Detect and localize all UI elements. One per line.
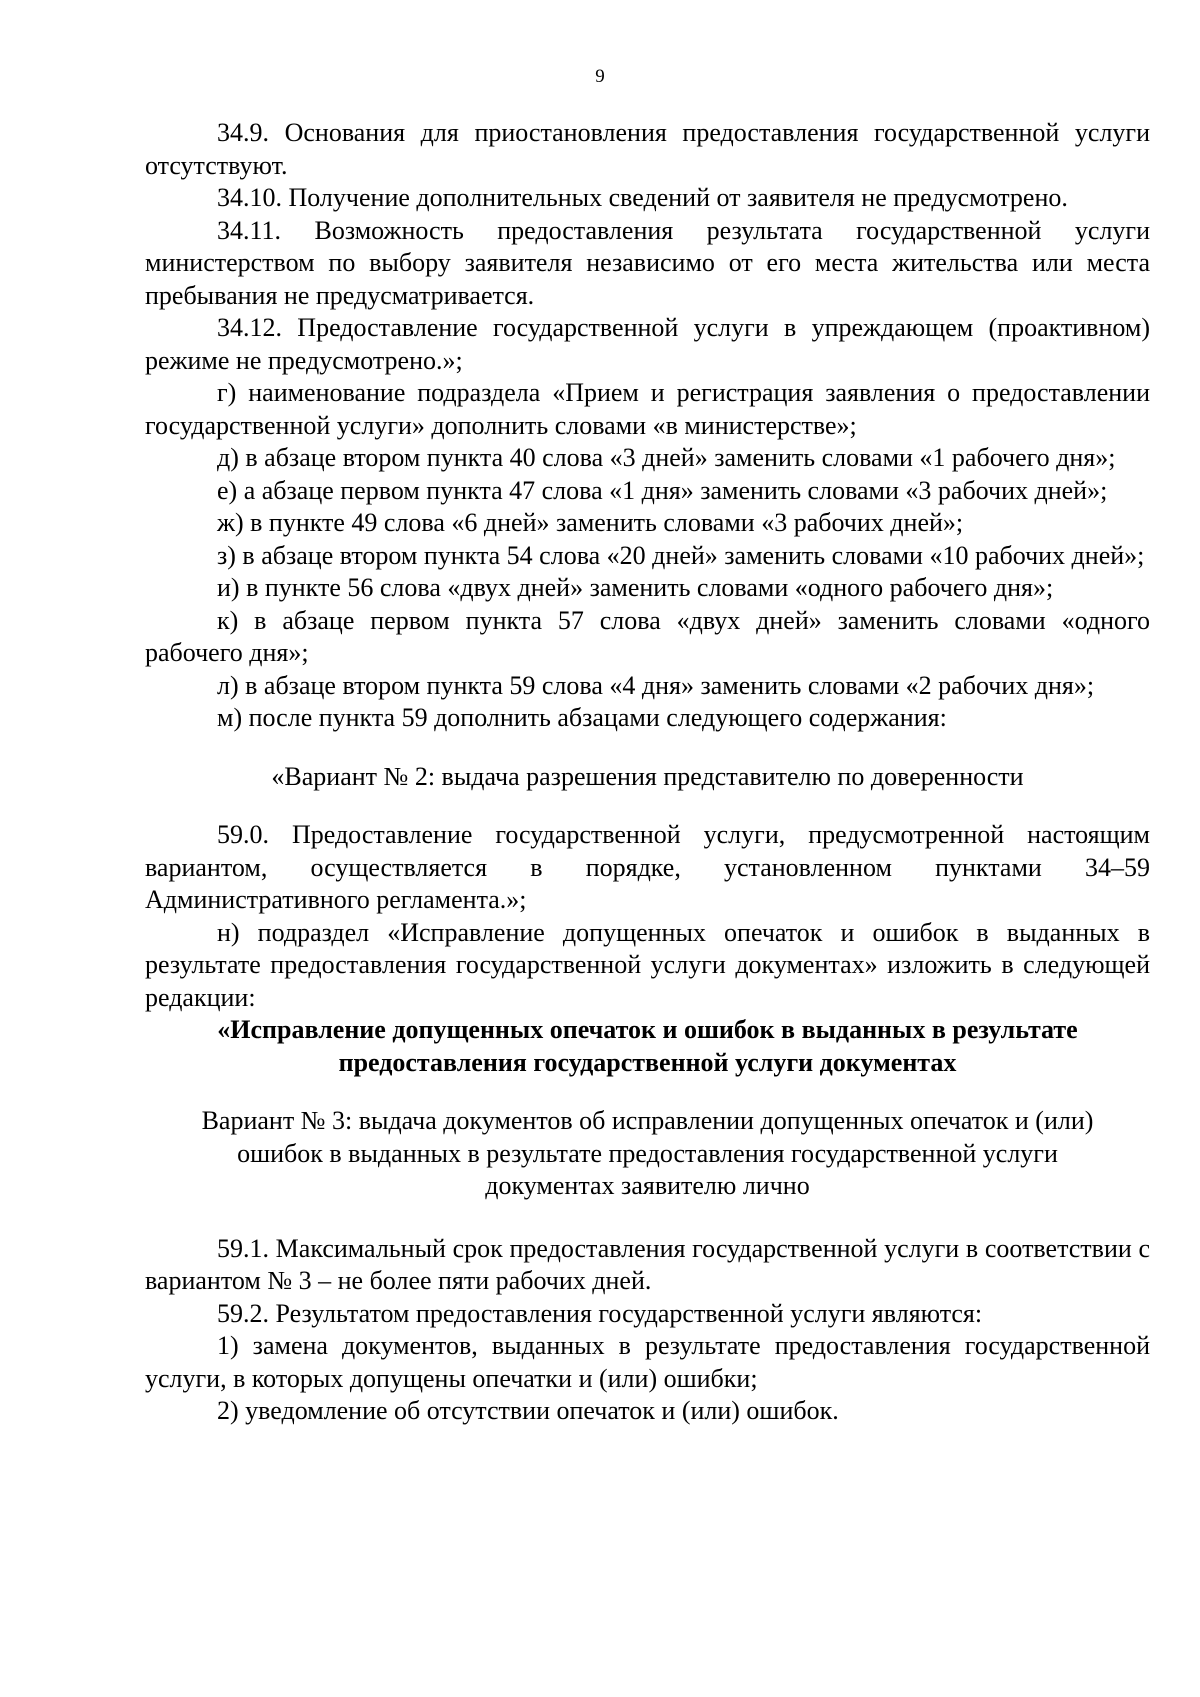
spacer bbox=[145, 1203, 1150, 1233]
paragraph-59-1: 59.1. Максимальный срок предоставления государственной услуги в соответствии с вариантом № 3 – не более пяти рабочих дней. bbox=[145, 1233, 1150, 1295]
paragraph-59-0: 59.0. Предоставление государственной услуги, предусмотренной настоящим вариантом, осуществляется в порядке, установленном пунктами 34–59 Административного регламента.»; bbox=[145, 820, 1150, 914]
amendment-z: з) в абзаце втором пункта 54 слова «20 дней» заменить словами «10 рабочих дней»; bbox=[217, 540, 1145, 570]
spacer bbox=[145, 735, 1150, 761]
amendment-i: и) в пункте 56 слова «двух дней» заменить словами «одного рабочего дня»; bbox=[217, 573, 1054, 602]
amendment-n: н) подраздел «Исправление допущенных опечаток и ошибок в выданных в результате предоставления государственной услуги документах» изложить в следующей редакции: bbox=[145, 917, 1150, 1012]
spacer bbox=[145, 793, 1150, 819]
paragraph-59-2: 59.2. Результатом предоставления государственной услуги являются: bbox=[217, 1298, 983, 1328]
variant-2-heading: «Вариант № 2: выдача разрешения представителю по доверенности bbox=[271, 761, 1024, 791]
amendment-g: г) наименование подраздела «Прием и регистрация заявления о предоставлении государственной услуги» дополнить словами «в министерстве»; bbox=[145, 378, 1150, 440]
amendment-k: к) в абзаце первом пункта 57 слова «двух дней» заменить словами «одного рабочего дня»; bbox=[145, 605, 1150, 667]
variant-3-heading: Вариант № 3: выдача документов об исправлении допущенных опечаток и (или) ошибок в выданных в результате предоставления государственной услуги документах заявителю лично bbox=[201, 1106, 1094, 1200]
page-number: 9 bbox=[595, 66, 605, 87]
amendment-d: д) в абзаце втором пункта 40 слова «3 дней» заменить словами «1 рабочего дня»; bbox=[217, 443, 1116, 472]
section-heading-bold: «Исправление допущенных опечаток и ошибок в выданных в результате предоставления государственной услуги документах bbox=[217, 1015, 1078, 1077]
result-item-1: 1) замена документов, выданных в результате предоставления государственной услуги, в которых допущены опечатки и (или) ошибки; bbox=[145, 1331, 1150, 1393]
amendment-zh: ж) в пункте 49 слова «6 дней» заменить словами «3 рабочих дней»; bbox=[217, 508, 964, 537]
result-item-2: 2) уведомление об отсутствии опечаток и (или) ошибок. bbox=[217, 1396, 839, 1425]
paragraph-34-10: 34.10. Получение дополнительных сведений от заявителя не предусмотрено. bbox=[217, 183, 1068, 212]
amendment-e: е) а абзаце первом пункта 47 слова «1 дня» заменить словами «3 рабочих дней»; bbox=[217, 475, 1108, 505]
paragraph-34-12: 34.12. Предоставление государственной услуги в упреждающем (проактивном) режиме не предусмотрено.»; bbox=[145, 313, 1150, 375]
amendment-l: л) в абзаце втором пункта 59 слова «4 дня» заменить словами «2 рабочих дня»; bbox=[217, 670, 1095, 700]
amendment-m: м) после пункта 59 дополнить абзацами следующего содержания: bbox=[217, 703, 947, 732]
paragraph-34-11: 34.11. Возможность предоставления результата государственной услуги министерством по выбору заявителя независимо от его места жительства или места пребывания не предусматривается. bbox=[145, 215, 1150, 310]
paragraph-34-9: 34.9. Основания для приостановления предоставления государственной услуги отсутствуют. bbox=[145, 118, 1150, 180]
document-body bbox=[145, 117, 1150, 1428]
spacer bbox=[145, 1079, 1150, 1105]
